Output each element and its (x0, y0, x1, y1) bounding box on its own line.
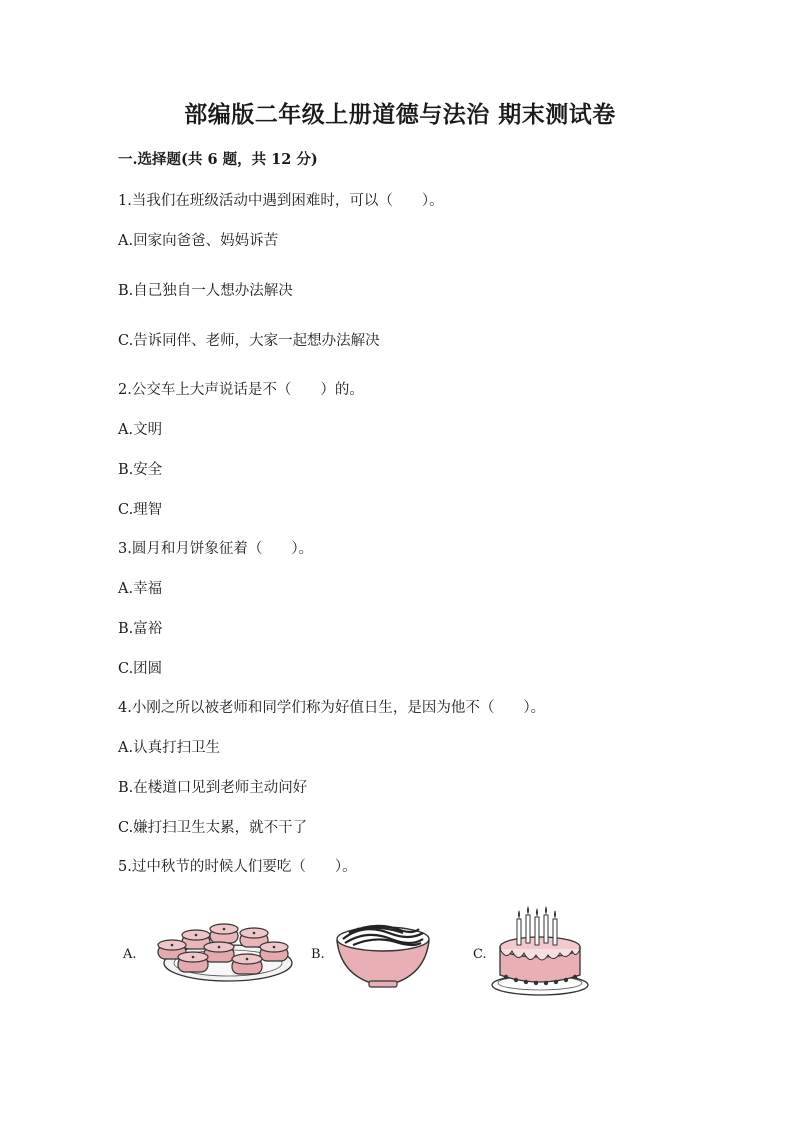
answer-option[interactable]: C.团圆 (118, 661, 163, 677)
answer-option[interactable]: C.理智 (118, 502, 163, 518)
section-heading: 一.选择题(共 6 题，共 12 分) (118, 151, 318, 168)
answer-option[interactable]: A.幸福 (118, 581, 163, 597)
answer-option[interactable]: B.自己独自一人想办法解决 (118, 283, 293, 299)
picture-option-label[interactable]: B. (311, 947, 325, 962)
answer-option[interactable]: B.在楼道口见到老师主动问好 (118, 780, 308, 796)
picture-options (118, 905, 618, 1005)
answer-option[interactable]: A.回家向爸爸、妈妈诉苦 (118, 233, 279, 249)
birthday-cake-illustration[interactable] (490, 905, 590, 1000)
answer-option[interactable]: C.告诉同伴、老师，大家一起想办法解决 (118, 333, 380, 349)
picture-option-label[interactable]: A. (123, 947, 137, 962)
answer-option[interactable]: A.文明 (118, 422, 163, 438)
question-stem: 3.圆月和月饼象征着（ ）。 (118, 541, 314, 557)
question-stem: 2.公交车上大声说话是不（ ）的。 (118, 382, 364, 398)
question-stem: 4.小刚之所以被老师和同学们称为好值日生，是因为他不（ ）。 (118, 700, 546, 716)
question-stem: 1.当我们在班级活动中遇到困难时，可以（ ）。 (118, 193, 444, 209)
picture-option-label[interactable]: C. (473, 947, 487, 962)
mooncake-plate-illustration[interactable] (148, 917, 308, 987)
answer-option[interactable]: C.嫌打扫卫生太累，就不干了 (118, 820, 308, 836)
page-title: 部编版二年级上册道德与法治 期末测试卷 (184, 101, 616, 128)
noodle-bowl-illustration[interactable] (333, 911, 433, 991)
answer-option[interactable]: A.认真打扫卫生 (118, 740, 221, 756)
answer-option[interactable]: B.富裕 (118, 621, 163, 637)
answer-option[interactable]: B.安全 (118, 462, 163, 478)
question-stem: 5.过中秋节的时候人们要吃（ ）。 (118, 859, 357, 875)
